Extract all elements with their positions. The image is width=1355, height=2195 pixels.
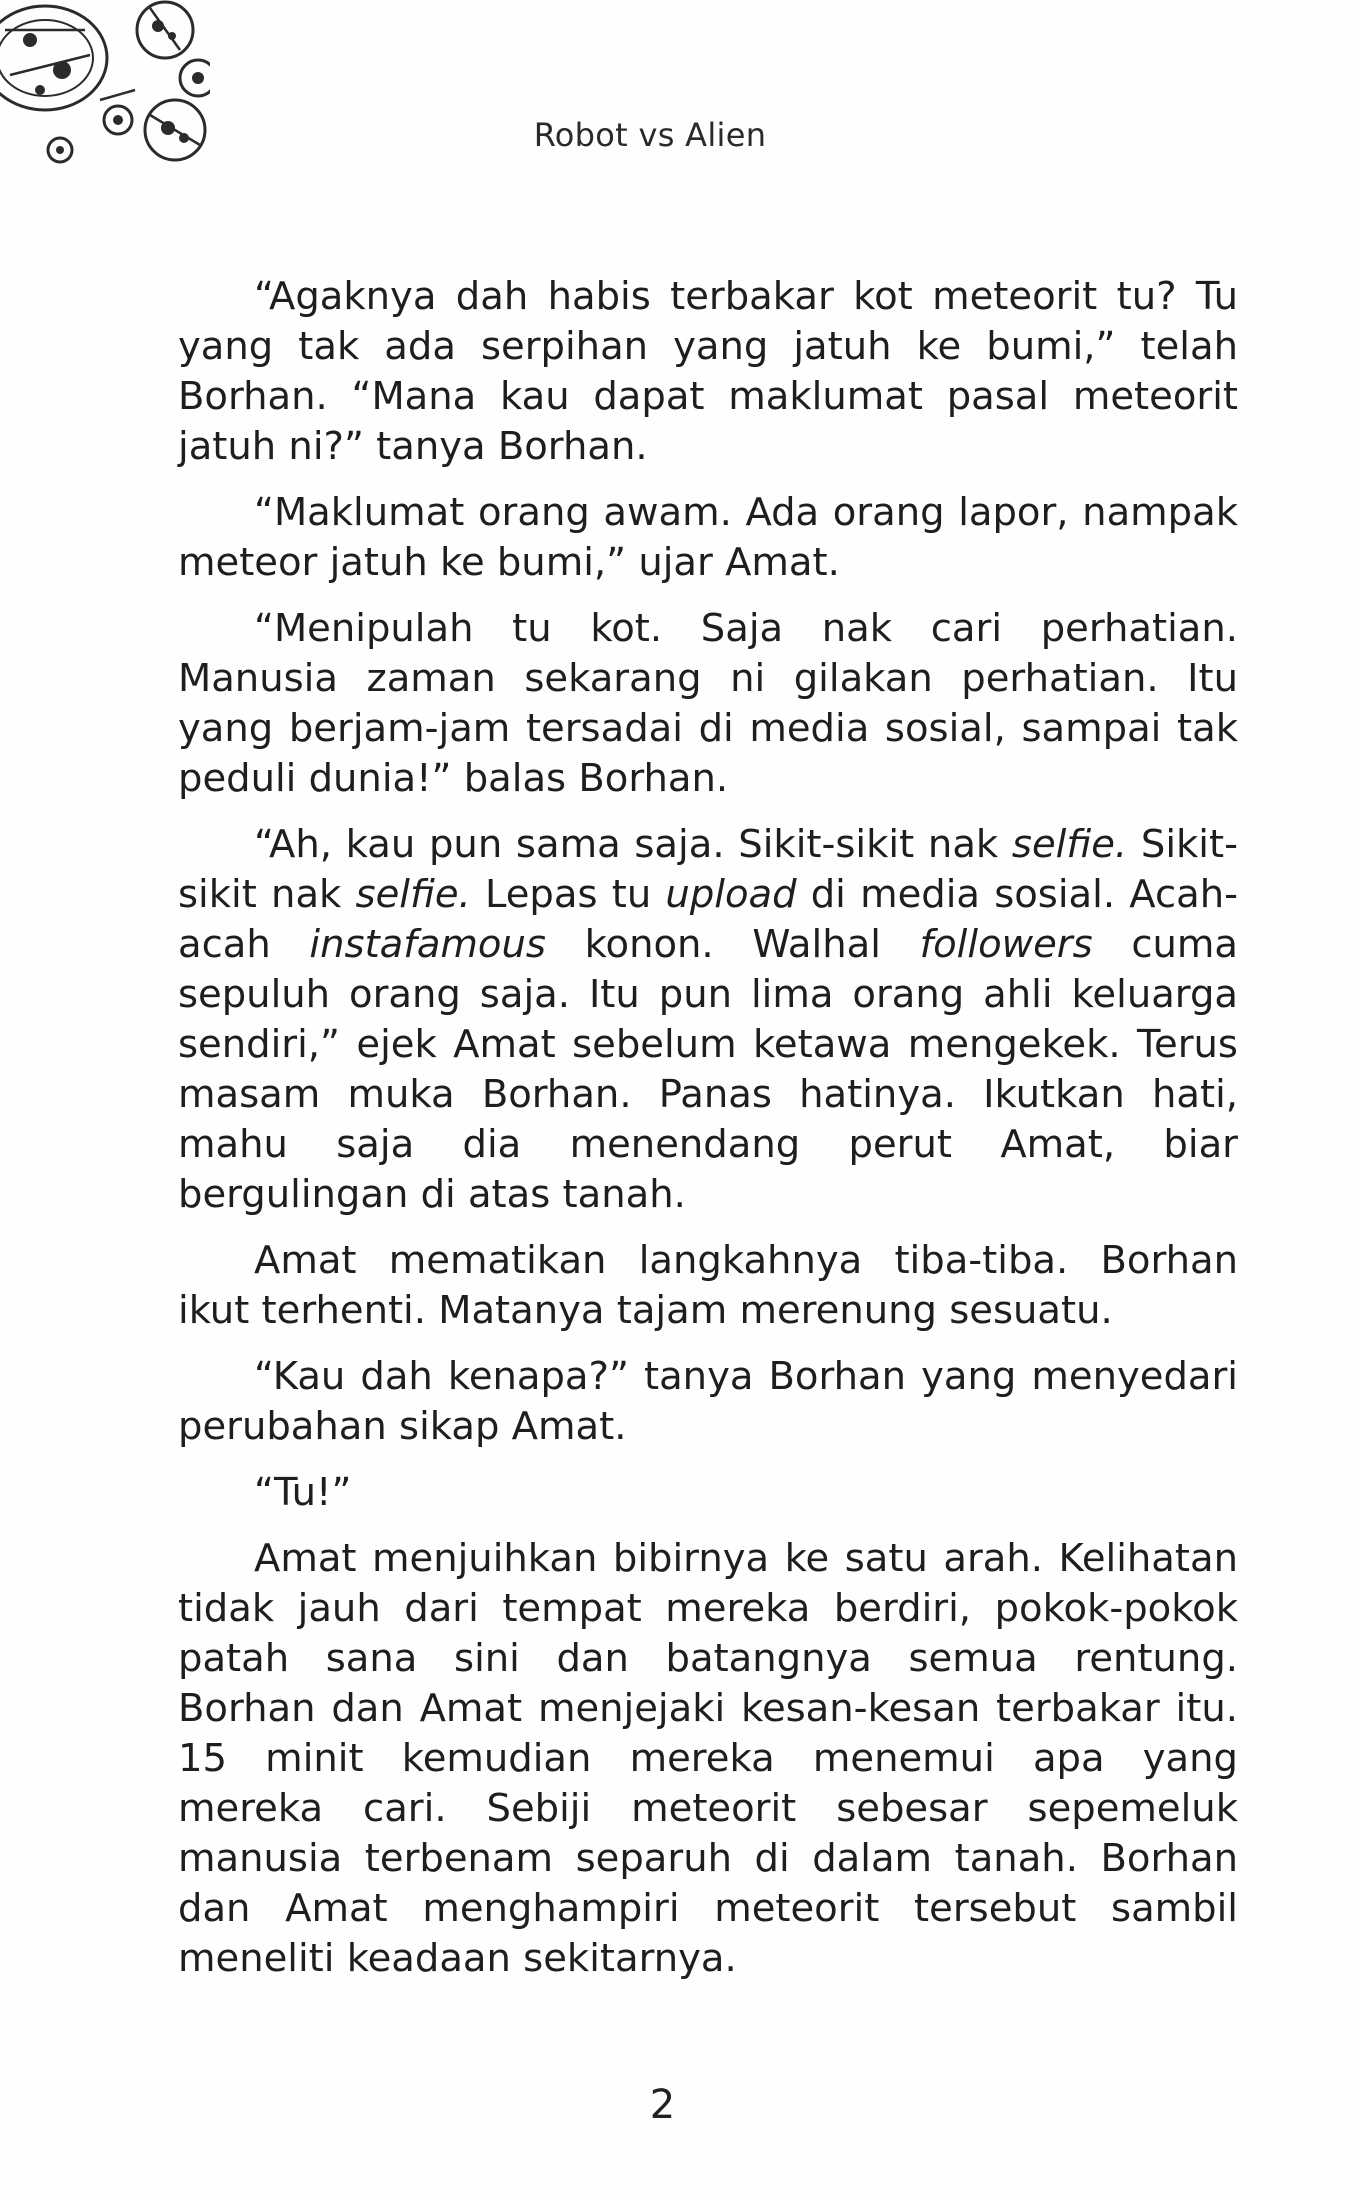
paragraph: Amat menjuihkan bibirnya ke satu arah. Kelihatan tidak jauh dari tempat mereka berdiri, pokok-pokok patah sana sini dan batangnya semua rentung. Borhan dan Amat menjejaki kesan-kesan terbakar itu. 15 minit kemudian mereka menemui apa yang mereka cari. Sebiji meteorit sebesar sepemeluk manusia terbenam separuh di dalam tanah. Borhan dan Amat menghampiri meteorit tersebut sambil meneliti keadaan sekitarnya. [178, 1536, 1238, 1981]
italic-term: upload [665, 872, 797, 917]
italic-term: selfie. [355, 872, 471, 917]
paragraph: Amat mematikan langkahnya tiba-tiba. Borhan ikut terhenti. Matanya tajam merenung sesuatu. [178, 1238, 1238, 1333]
text-segment: konon. Walhal [545, 922, 920, 967]
italic-term: followers [919, 922, 1093, 967]
paragraph: “Menipulah tu kot. Saja nak cari perhatian. Manusia zaman sekarang ni gilakan perhatian. Itu yang berjam-jam tersadai di media sosial, sampai tak peduli dunia!” balas Borhan. [178, 606, 1238, 801]
italic-term: selfie. [1011, 822, 1128, 867]
text-segment: cuma sepuluh orang saja. Itu pun lima orang ahli keluarga sendiri,” ejek Amat sebelum ketawa mengekek. Terus masam muka Borhan. Panas hatinya. Ikutkan hati, mahu saja dia menendang perut Amat, biar bergulingan di atas tanah. [178, 922, 1239, 1217]
running-head-title: Robot vs Alien [533, 116, 767, 154]
text-segment: “Ah, kau pun sama saja. Sikit-sikit nak [254, 822, 1012, 867]
paragraph: “Agaknya dah habis terbakar kot meteorit tu? Tu yang tak ada serpihan yang jatuh ke bumi,” telah Borhan. “Mana kau dapat maklumat pasal meteorit jatuh ni?” tanya Borhan. [178, 274, 1238, 469]
text-segment: Lepas tu [470, 872, 666, 917]
paragraph: “Kau dah kenapa?” tanya Borhan yang menyedari perubahan sikap Amat. [178, 1354, 1238, 1449]
text-segment: di media sosial. Acah-acah [178, 872, 1238, 967]
paragraph: “Maklumat orang awam. Ada orang lapor, nampak meteor jatuh ke bumi,” ujar Amat. [178, 490, 1238, 585]
story-text [178, 272, 1238, 2000]
text-segment: Sikit-sikit nak [178, 822, 1238, 917]
italic-term: instafamous [309, 922, 546, 967]
page-number: 2 [649, 2082, 676, 2128]
paragraph: “Tu!” [254, 1470, 352, 1515]
paragraph-with-italics [178, 820, 1238, 1220]
